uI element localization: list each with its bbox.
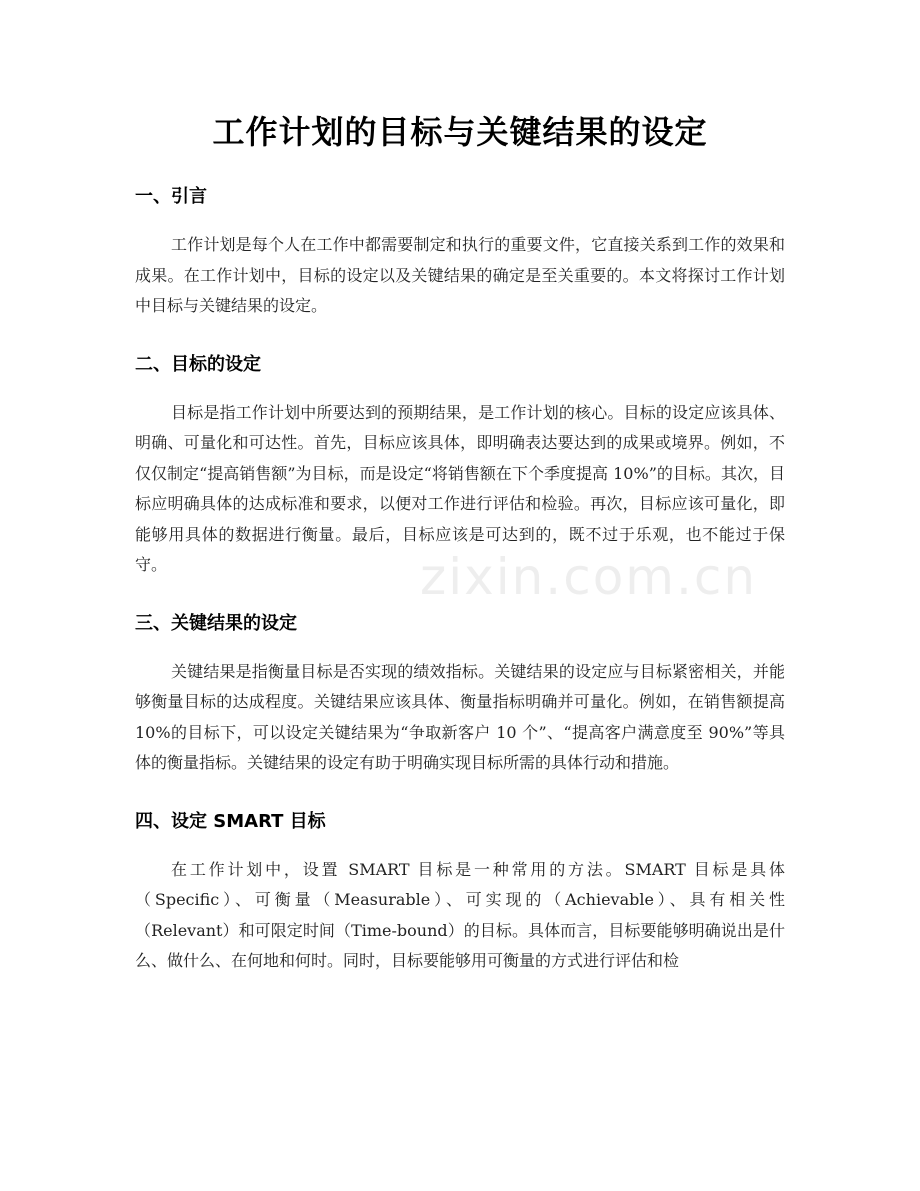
section-paragraph: 工作计划是每个人在工作中都需要制定和执行的重要文件，它直接关系到工作的效果和成果。在工作计划中，目标的设定以及关键结果的确定是至关重要的。本文将探讨工作计划中目标与关键结果的设定。 — [135, 235, 785, 315]
section-heading: 四、设定 SMART 目标 — [135, 810, 326, 832]
section-heading: 三、关键结果的设定 — [135, 612, 297, 634]
section-introduction — [135, 184, 785, 322]
section-goal-setting — [135, 352, 785, 581]
section-smart-goals — [135, 809, 785, 977]
section-heading: 二、目标的设定 — [135, 353, 261, 375]
section-heading: 一、引言 — [135, 186, 207, 207]
section-paragraph: 目标是指工作计划中所要达到的预期结果，是工作计划的核心。目标的设定应该具体、明确、可量化和可达性。首先，目标应该具体，即明确表达要达到的成果或境界。例如，不仅仅制定“提高销售额”为目标，而是设定“将销售额在下个季度提高 10%”的目标。其次，目标应明确具体的达成标准和要求，以便对工作进行评估和检验。再次，目标应该可量化，即能够用具体的数据进行衡量。最后，目标应该是可达到的，既不过于乐观，也不能过于保守。 — [135, 402, 785, 574]
document-title: 工作计划的目标与关键结果的设定 — [212, 113, 708, 151]
document-content — [135, 110, 785, 977]
section-paragraph: 在工作计划中，设置 SMART 目标是一种常用的方法。SMART 目标是具体（Specific）、可衡量（Measurable）、可实现的（Achievable）、具有相关性（Relevant）和可限定时间（Time-bound）的目标。具体而言，目标要能够明确说出是什么、做什么、在何地和何时。同时，目标要能够用可衡量的方式进行评估和检 — [135, 859, 785, 970]
watermark: zixin.com.cn — [420, 548, 758, 606]
section-paragraph: 关键结果是指衡量目标是否实现的绩效指标。关键结果的设定应与目标紧密相关，并能够衡量目标的达成程度。关键结果应该具体、衡量指标明确并可量化。例如，在销售额提高 10%的目标下，可以设定关键结果为“争取新客户 10 个”、“提高客户满意度至 90%”等具体的衡量指标。关键结果的设定有助于明确实现目标所需的具体行动和措施。 — [135, 661, 785, 772]
section-key-results — [135, 611, 785, 779]
